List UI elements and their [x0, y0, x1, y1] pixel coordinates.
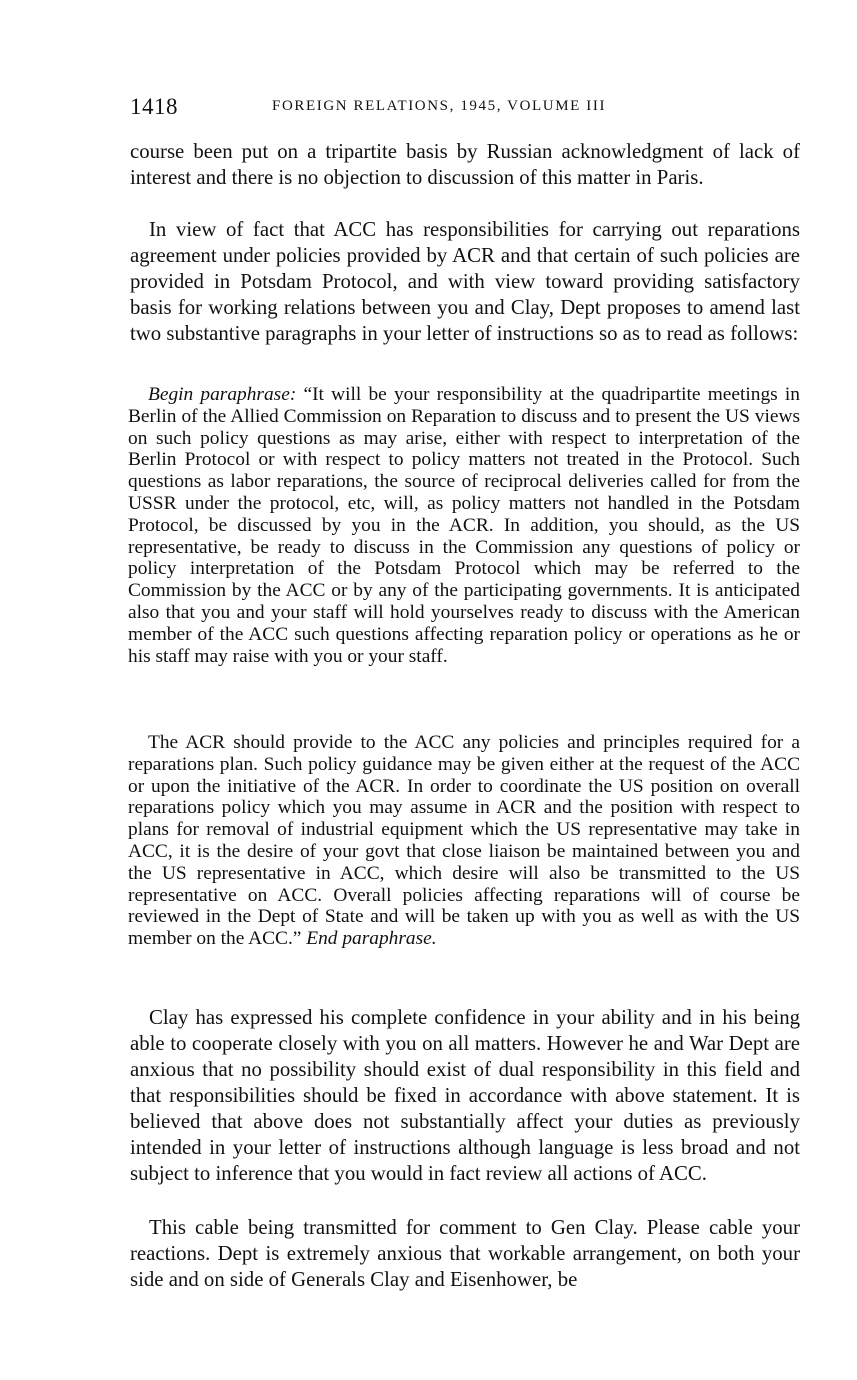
paraphrase-quote-1 [128, 384, 800, 667]
paragraph-text: course been put on a tripartite basis by Russian acknowledgment of lack of interest and there is no objection to discussion of this matter in Paris. [130, 140, 800, 189]
quote-paragraph [128, 732, 800, 950]
quote-text: “It will be your responsibility at the quadripartite meetings in Berlin of the Allied Commission on Reparation to discuss and to present the US views on such policy questions as may arise, either with respect to interpretation of the Berlin Protocol or with respect to policy matters not treated in the Protocol. Such questions as labor reparations, the source of reciprocal deliveries called for from the USSR under the protocol, etc, will, as policy matters not handled in the Potsdam Protocol, be discussed by you in the ACR. In addition, you should, as the US representative, be ready to discuss in the Commission any questions of policy or policy interpretation of the Potsdam Protocol which may be referred to the Commission by the ACC or by any of the participating governments. It is anticipated also that you and your staff will hold yourselves ready to discuss with the American member of the ACC such questions affecting reparation policy or operations as he or his staff may raise with you or your staff. [128, 384, 800, 667]
paragraph-continuation [130, 139, 800, 191]
running-head [130, 94, 800, 124]
paragraph-text: In view of fact that ACC has responsibilities for carrying out reparations agreement under policies provided by ACR and that certain of such policies are provided in Potsdam Protocol, and with view toward providing satisfactory basis for working relations between you and Clay, Dept proposes to amend last two substantive paragraphs in your letter of instructions so as to read as follows: [130, 218, 800, 345]
running-head-title: FOREIGN RELATIONS, 1945, VOLUME III [272, 98, 607, 114]
paragraph-text: Clay has expressed his complete confidence in your ability and in his being able to cooperate closely with you on all matters. However he and War Dept are anxious that no possibility should exist of dual responsibility in this field and that responsibilities should be fixed in accordance with above statement. It is believed that above does not substantially affect your duties as previously intended in your letter of instructions although language is less broad and not subject to inference that you would in fact review all actions of ACC. [130, 1006, 800, 1185]
paragraph-cable-transmission [130, 1215, 800, 1293]
paragraph-text: This cable being transmitted for comment to Gen Clay. Please cable your reactions. Dept is extremely anxious that workable arrangement, on both your side and on side of Generals Clay and Eisenhower, be [130, 1216, 800, 1291]
begin-paraphrase-label: Begin paraphrase: [148, 384, 297, 405]
paraphrase-quote-2 [128, 732, 800, 950]
quote-text: The ACR should provide to the ACC any policies and principles required for a reparations plan. Such policy guidance may be given either at the request of the ACC or upon the initiative of the ACR. In order to coordinate the US position on overall reparations policy which you may assume in ACR and the position with respect to plans for removal of industrial equipment which the US representative may take in ACC, it is the desire of your govt that close liaison be maintained between you and the US representative in ACC, which desire will also be transmitted to the US representative on ACC. Overall policies affecting reparations will of course be reviewed in the Dept of State and will be taken up with you as well as with the US member on the ACC.” [128, 732, 800, 950]
quote-paragraph [128, 384, 800, 667]
end-paraphrase-label: End paraphrase. [306, 928, 437, 950]
paragraph-clay-confidence [130, 1005, 800, 1187]
paragraph-amendment-proposal [130, 217, 800, 347]
page-number: 1418 [130, 94, 178, 119]
